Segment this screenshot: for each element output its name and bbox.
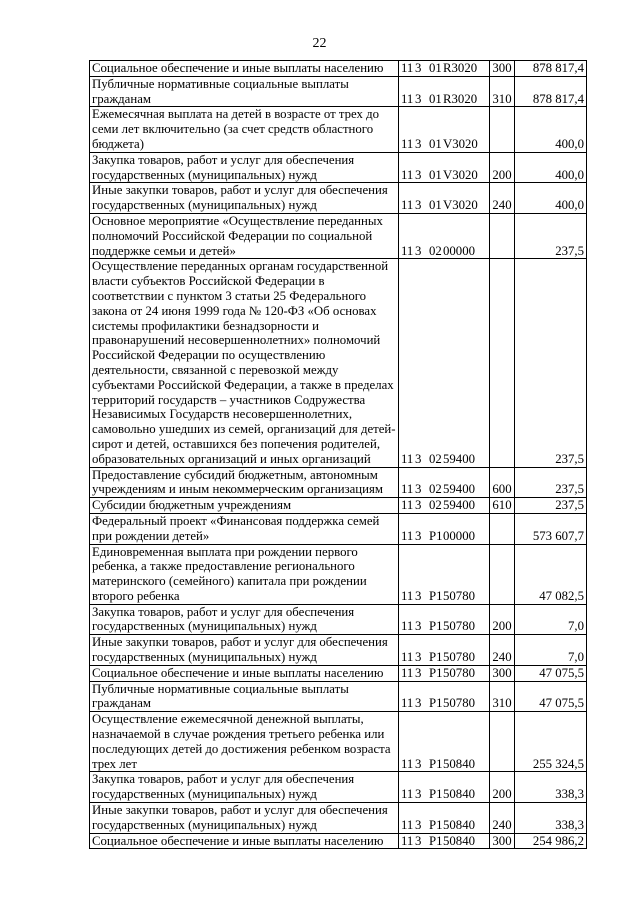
code-part: 3	[415, 588, 422, 603]
row-expense-type-cell: 200	[490, 772, 515, 803]
code-part: R3020	[443, 61, 478, 75]
code-part: 11	[401, 91, 414, 106]
row-name-cell: Социальное обеспечение и иные выплаты населению	[90, 665, 399, 681]
table-row	[90, 604, 587, 635]
code-part: 02	[429, 482, 442, 497]
code-part: 50780	[443, 696, 475, 711]
code-part: V3020	[443, 167, 478, 182]
code-part: 3	[415, 167, 422, 182]
code-part: R3020	[443, 91, 478, 106]
code-part: 11	[401, 528, 414, 543]
code-part: P1	[429, 665, 443, 680]
code-part: 11	[401, 198, 414, 213]
code-part: P1	[429, 833, 443, 848]
code-part: 3	[415, 787, 422, 802]
row-name-cell: Иные закупки товаров, работ и услуг для обеспечения государственных (муниципальных) нужд	[90, 803, 399, 834]
code-part: P1	[429, 787, 443, 802]
row-sum-cell: 237,5	[515, 259, 587, 467]
row-name-cell: Иные закупки товаров, работ и услуг для обеспечения государственных (муниципальных) нужд	[90, 635, 399, 666]
code-part: 3	[415, 61, 422, 75]
code-part: 11	[401, 61, 414, 75]
row-name-cell: Закупка товаров, работ и услуг для обеспечения государственных (муниципальных) нужд	[90, 604, 399, 635]
table-row	[90, 76, 587, 107]
row-expense-type-cell: 600	[490, 467, 515, 498]
code-part: 3	[415, 650, 422, 665]
row-sum-cell: 878 817,4	[515, 76, 587, 107]
row-name-cell: Иные закупки товаров, работ и услуг для обеспечения государственных (муниципальных) нужд	[90, 183, 399, 214]
row-expense-type-cell: 240	[490, 183, 515, 214]
row-name-cell: Осуществление переданных органам государственной власти субъектов Российской Федерации в соответствии с пунктом 3 статьи 25 Федерального закона от 24 июня 1999 года № 120-ФЗ «Об основах системы профилактики безнадзорности и правонарушений несовершеннолетних» полномочий Российской Федерации по осуществлению деятельности, связанной с перевозкой между субъектами Российской Федерации, а также в пределах территорий государств – участников Содружества Независимых Государств несовершеннолетних, самовольно ушедших из семей, организаций для детей-сирот и детей, оставшихся без попечения родителей, образовательных организаций и иных организаций	[90, 259, 399, 467]
code-part: 50780	[443, 650, 475, 665]
code-part: 3	[415, 619, 422, 634]
code-part: 59400	[443, 498, 475, 513]
table-row	[90, 665, 587, 681]
table-row	[90, 635, 587, 666]
row-expense-type-cell: 300	[490, 61, 515, 77]
page-number: 22	[312, 36, 327, 51]
code-part: 11	[401, 498, 414, 513]
row-sum-cell: 47 075,5	[515, 665, 587, 681]
row-expense-type-cell: 300	[490, 833, 515, 849]
code-part: 01	[429, 198, 442, 213]
table-row	[90, 544, 587, 604]
row-code-cell	[399, 107, 490, 152]
code-part: 3	[415, 528, 422, 543]
row-expense-type-cell: 310	[490, 681, 515, 712]
row-code-cell	[399, 604, 490, 635]
code-part: P1	[429, 588, 443, 603]
row-name-cell: Осуществление ежемесячной денежной выплаты, назначаемой в случае рождения третьего ребенка или последующих детей до достижения ребенком возраста трех лет	[90, 712, 399, 772]
row-expense-type-cell	[490, 259, 515, 467]
code-part: 01	[429, 61, 442, 75]
budget-table-body	[90, 61, 587, 849]
row-name-cell: Предоставление субсидий бюджетным, автономным учреждениям и иным некоммерческим организациям	[90, 467, 399, 498]
row-expense-type-cell: 200	[490, 152, 515, 183]
row-code-cell	[399, 833, 490, 849]
row-code-cell	[399, 467, 490, 498]
row-expense-type-cell	[490, 712, 515, 772]
row-sum-cell: 878 817,4	[515, 61, 587, 77]
row-code-cell	[399, 259, 490, 467]
code-part: 3	[415, 136, 422, 151]
row-sum-cell: 338,3	[515, 803, 587, 834]
row-expense-type-cell	[490, 107, 515, 152]
row-code-cell	[399, 681, 490, 712]
code-part: 50780	[443, 619, 475, 634]
row-expense-type-cell: 610	[490, 498, 515, 514]
code-part: 11	[401, 243, 414, 258]
row-code-cell	[399, 152, 490, 183]
code-part: 11	[401, 817, 414, 832]
row-sum-cell: 400,0	[515, 183, 587, 214]
row-expense-type-cell	[490, 213, 515, 258]
row-sum-cell: 7,0	[515, 604, 587, 635]
row-code-cell	[399, 772, 490, 803]
row-name-cell: Субсидии бюджетным учреждениям	[90, 498, 399, 514]
table-row	[90, 152, 587, 183]
row-expense-type-cell: 240	[490, 635, 515, 666]
code-part: 50840	[443, 833, 475, 848]
row-code-cell	[399, 635, 490, 666]
code-part: 3	[415, 482, 422, 497]
code-part: 3	[415, 756, 422, 771]
row-name-cell: Закупка товаров, работ и услуг для обеспечения государственных (муниципальных) нужд	[90, 152, 399, 183]
code-part: P1	[429, 619, 443, 634]
code-part: 11	[401, 756, 414, 771]
row-expense-type-cell	[490, 513, 515, 544]
code-part: 3	[415, 498, 422, 513]
row-name-cell: Основное мероприятие «Осуществление переданных полномочий Российской Федерации по социальной поддержке семьи и детей»	[90, 213, 399, 258]
table-row	[90, 513, 587, 544]
row-code-cell	[399, 183, 490, 214]
row-code-cell	[399, 76, 490, 107]
table-row	[90, 107, 587, 152]
code-part: 11	[401, 482, 414, 497]
row-sum-cell: 255 324,5	[515, 712, 587, 772]
code-part: 11	[401, 787, 414, 802]
code-part: 02	[429, 451, 442, 466]
code-part: 01	[429, 167, 442, 182]
row-name-cell: Единовременная выплата при рождении первого ребенка, а также предоставление регионального материнского (семейного) капитала при рождении второго ребенка	[90, 544, 399, 604]
table-row	[90, 183, 587, 214]
code-part: 3	[415, 91, 422, 106]
code-part: 00000	[443, 243, 475, 258]
code-part: 50840	[443, 817, 475, 832]
row-code-cell	[399, 712, 490, 772]
code-part: 3	[415, 451, 422, 466]
table-row	[90, 259, 587, 467]
code-part: V3020	[443, 136, 478, 151]
code-part: 02	[429, 243, 442, 258]
code-part: 11	[401, 665, 414, 680]
code-part: 11	[401, 136, 414, 151]
table-row	[90, 498, 587, 514]
code-part: 11	[401, 696, 414, 711]
row-name-cell: Ежемесячная выплата на детей в возрасте от трех до семи лет включительно (за счет средств областного бюджета)	[90, 107, 399, 152]
code-part: 50780	[443, 665, 475, 680]
code-part: 50840	[443, 787, 475, 802]
code-part: 3	[415, 243, 422, 258]
row-sum-cell: 400,0	[515, 152, 587, 183]
code-part: 11	[401, 167, 414, 182]
row-code-cell	[399, 213, 490, 258]
code-part: 50840	[443, 756, 475, 771]
code-part: 01	[429, 91, 442, 106]
row-name-cell: Публичные нормативные социальные выплаты гражданам	[90, 76, 399, 107]
code-part: 11	[401, 588, 414, 603]
row-sum-cell: 47 075,5	[515, 681, 587, 712]
row-name-cell: Публичные нормативные социальные выплаты гражданам	[90, 681, 399, 712]
row-code-cell	[399, 544, 490, 604]
table-row	[90, 772, 587, 803]
row-expense-type-cell: 240	[490, 803, 515, 834]
row-name-cell: Закупка товаров, работ и услуг для обеспечения государственных (муниципальных) нужд	[90, 772, 399, 803]
code-part: P1	[429, 696, 443, 711]
row-name-cell: Социальное обеспечение и иные выплаты населению	[90, 833, 399, 849]
code-part: 11	[401, 650, 414, 665]
code-part: 3	[415, 833, 422, 848]
code-part: 50780	[443, 588, 475, 603]
row-code-cell	[399, 513, 490, 544]
code-part: 59400	[443, 482, 475, 497]
code-part: 3	[415, 817, 422, 832]
row-expense-type-cell	[490, 544, 515, 604]
code-part: 3	[415, 198, 422, 213]
code-part: 59400	[443, 451, 475, 466]
table-row	[90, 681, 587, 712]
code-part: V3020	[443, 198, 478, 213]
row-name-cell: Федеральный проект «Финансовая поддержка семей при рождении детей»	[90, 513, 399, 544]
row-sum-cell: 237,5	[515, 498, 587, 514]
code-part: P1	[429, 756, 443, 771]
code-part: 3	[415, 665, 422, 680]
row-sum-cell: 237,5	[515, 467, 587, 498]
table-row	[90, 213, 587, 258]
row-sum-cell: 7,0	[515, 635, 587, 666]
row-name-cell: Социальное обеспечение и иные выплаты населению	[90, 61, 399, 77]
code-part: 01	[429, 136, 442, 151]
code-part: 11	[401, 619, 414, 634]
table-row	[90, 61, 587, 77]
row-sum-cell: 573 607,7	[515, 513, 587, 544]
row-sum-cell: 400,0	[515, 107, 587, 152]
code-part: 3	[415, 696, 422, 711]
code-part: 02	[429, 498, 442, 513]
code-part: 11	[401, 451, 414, 466]
row-sum-cell: 47 082,5	[515, 544, 587, 604]
table-row	[90, 833, 587, 849]
row-sum-cell: 254 986,2	[515, 833, 587, 849]
code-part: 11	[401, 833, 414, 848]
row-expense-type-cell: 300	[490, 665, 515, 681]
row-code-cell	[399, 498, 490, 514]
row-sum-cell: 237,5	[515, 213, 587, 258]
budget-table	[89, 60, 587, 849]
row-expense-type-cell: 200	[490, 604, 515, 635]
row-code-cell	[399, 61, 490, 77]
table-row	[90, 803, 587, 834]
row-code-cell	[399, 665, 490, 681]
table-row	[90, 467, 587, 498]
code-part: 00000	[443, 528, 475, 543]
code-part: P1	[429, 650, 443, 665]
row-expense-type-cell: 310	[490, 76, 515, 107]
table-row	[90, 712, 587, 772]
row-code-cell	[399, 803, 490, 834]
row-sum-cell: 338,3	[515, 772, 587, 803]
code-part: P1	[429, 817, 443, 832]
code-part: P1	[429, 528, 443, 543]
